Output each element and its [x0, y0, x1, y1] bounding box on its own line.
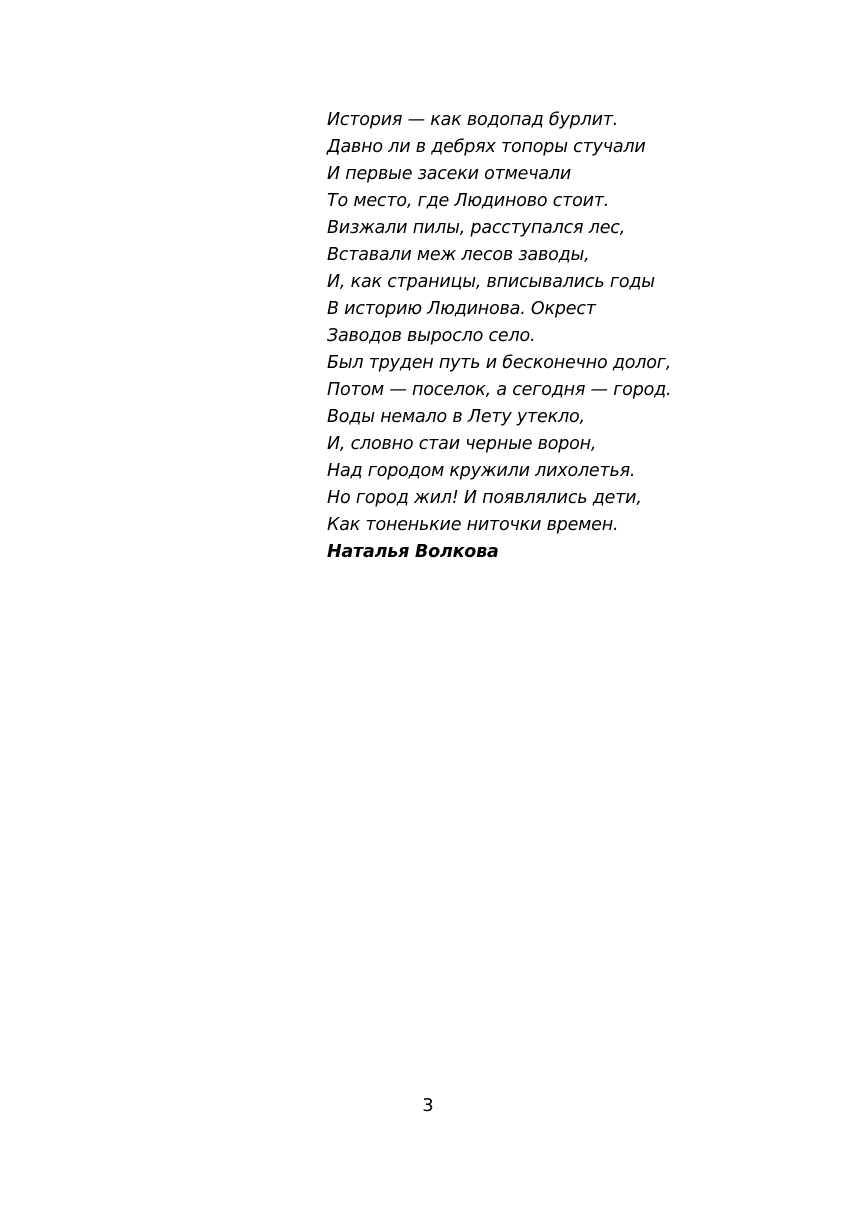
poem-line: История — как водопад бурлит. — [327, 110, 619, 130]
poem-line: И, словно стаи черные ворон, — [327, 434, 597, 454]
poem-line: Воды немало в Лету утекло, — [327, 407, 585, 427]
page-number: 3 — [422, 1095, 434, 1116]
poem-line: Был труден путь и бесконечно долог, — [327, 353, 672, 373]
poem-line: Потом — поселок, а сегодня — город. — [327, 380, 672, 400]
poem-line: Давно ли в дебрях топоры стучали — [327, 137, 646, 157]
poem — [327, 107, 671, 566]
poem-line: Визжали пилы, расступался лес, — [327, 218, 626, 238]
poem-line: Как тоненькие ниточки времен. — [327, 515, 619, 535]
poem-line: Вставали меж лесов заводы, — [327, 245, 590, 265]
poem-line: Но город жил! И появлялись дети, — [327, 488, 642, 508]
poem-line: В историю Людинова. Окрест — [327, 299, 596, 319]
poem-line: То место, где Людиново стоит. — [327, 191, 610, 211]
poem-author: Наталья Волкова — [327, 542, 499, 562]
poem-line: И, как страницы, вписывались годы — [327, 272, 655, 292]
poem-line: И первые засеки отмечали — [327, 164, 572, 184]
poem-line: Заводов выросло село. — [327, 326, 536, 346]
poem-line: Над городом кружили лихолетья. — [327, 461, 636, 481]
